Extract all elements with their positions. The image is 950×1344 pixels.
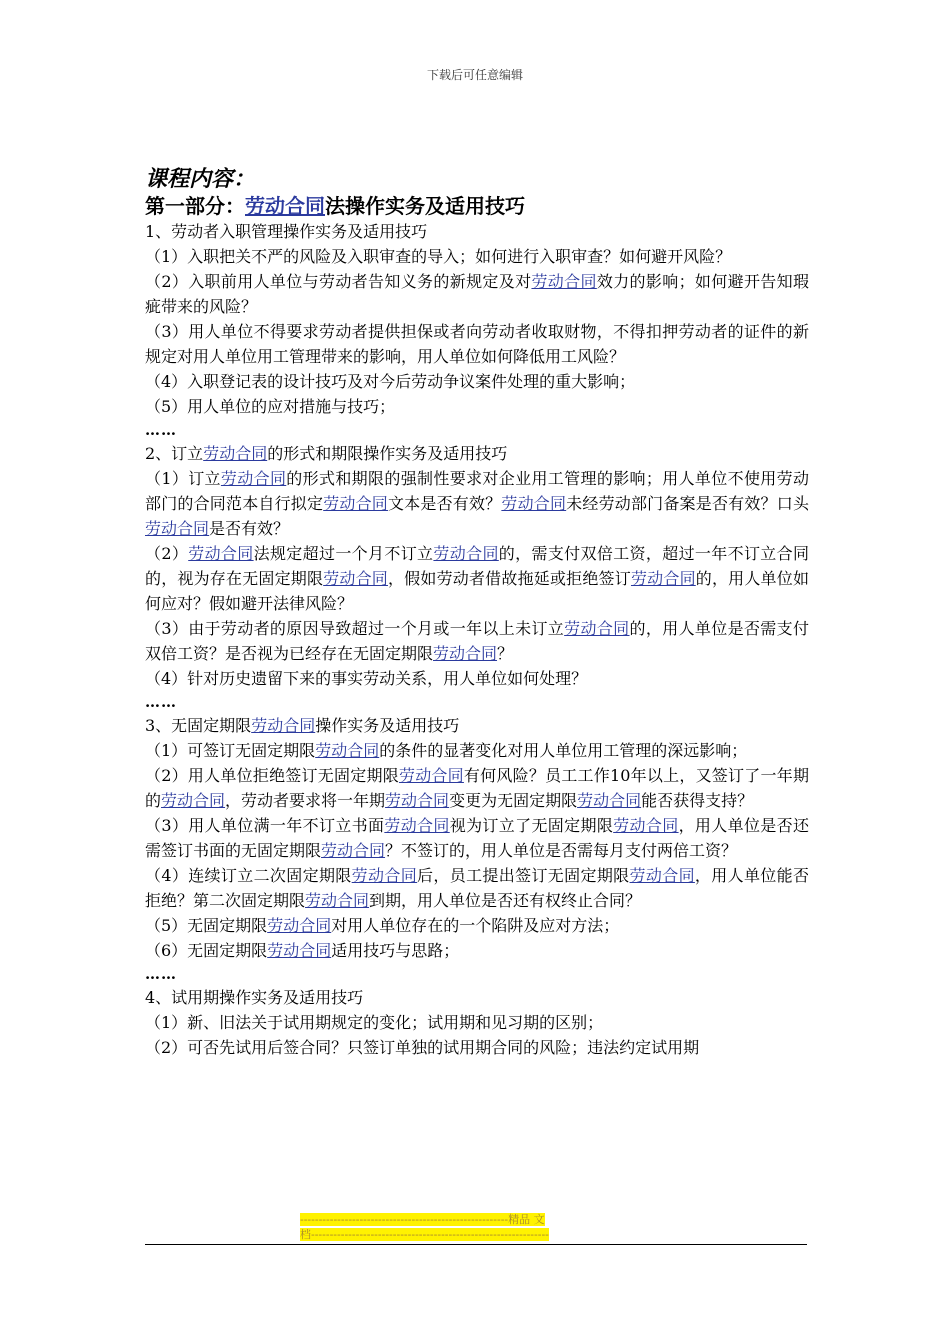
ellipsis: …… <box>145 693 177 711</box>
footer-line-2 <box>300 1227 650 1242</box>
footer-watermark <box>300 1212 650 1242</box>
section1-item-3: （3）用人单位不得要求劳动者提供担保或者向劳动者收取财物，不得扣押劳动者的证件的新规定对用人单位用工管理带来的影响，用人单位如何降低用工风险？ <box>145 322 809 366</box>
contract-link[interactable]: 劳动合同 <box>531 272 597 291</box>
page-header: 下载后可任意编辑 <box>426 68 523 82</box>
contract-link[interactable]: 劳动合同 <box>305 891 370 910</box>
text-run: 的，需支付双倍工资，超过一年不订立合同的，视为存在无固定期限 <box>145 544 809 588</box>
contract-link[interactable]: 劳动合同 <box>267 916 332 935</box>
footer-line-1 <box>300 1212 650 1227</box>
text-run: 对用人单位存在的一个陷阱及应对方法； <box>331 916 620 935</box>
section1-item-1: （1）入职把关不严的风险及入职审查的导入；如何进行入职审查？如何避开风险？ <box>145 247 732 266</box>
contract-link[interactable]: 劳动合同 <box>613 816 679 835</box>
contract-link[interactable]: 劳动合同 <box>384 816 450 835</box>
section3-item-2 <box>145 763 809 813</box>
contract-link[interactable]: 劳动合同 <box>251 716 316 735</box>
text-run: 的形式和期限的强制性要求对企业用工管理的影响；用人单位不使用劳动部门的合同范本自行拟定 <box>145 469 809 513</box>
ellipsis: …… <box>145 421 177 439</box>
text-run: 的，用人单位是否需支付双倍工资？是否视为已经存在无固定期限 <box>145 619 809 663</box>
section2-item-2 <box>145 541 809 616</box>
text-run: 适用技巧与思路； <box>331 941 460 960</box>
contract-link[interactable]: 劳动合同 <box>161 791 226 810</box>
text-run: ？ <box>497 644 514 663</box>
contract-link[interactable]: 劳动合同 <box>145 519 210 538</box>
section1-item-2 <box>145 269 809 319</box>
contract-link[interactable]: 劳动合同 <box>220 469 287 488</box>
contract-link[interactable]: 劳动合同 <box>323 569 388 588</box>
section1-item-4: （4）入职登记表的设计技巧及对今后劳动争议案件处理的重大影响； <box>145 372 636 391</box>
contract-link[interactable]: 劳动合同 <box>398 766 464 785</box>
section2-item-1 <box>145 466 809 541</box>
text-run: 3、无固定期限 <box>145 716 252 735</box>
contract-link[interactable]: 劳动合同 <box>501 494 567 513</box>
text-run: 是否有效？ <box>209 519 290 538</box>
section4-item-1: （1）新、旧法关于试用期规定的变化；试用期和见习期的区别； <box>145 1013 604 1032</box>
text-run: （3）用人单位满一年不订立书面 <box>145 816 385 835</box>
contract-link[interactable]: 劳动合同 <box>245 194 325 218</box>
contract-link[interactable]: 劳动合同 <box>433 544 499 563</box>
text-run: 文本是否有效？ <box>387 494 502 513</box>
text-run: （2）用人单位拒绝签订无固定期限 <box>145 766 399 785</box>
text-run: （4）连续订立二次固定期限 <box>145 866 352 885</box>
section2-item-4: （4）针对历史遗留下来的事实劳动关系，用人单位如何处理？ <box>145 669 588 688</box>
section3-item-3 <box>145 813 809 863</box>
section1-item-5: （5）用人单位的应对措施与技巧； <box>145 397 396 416</box>
text-run: （1）订立 <box>145 469 221 488</box>
footer-text: 档---------------------------------------------------------------- <box>300 1228 549 1241</box>
text-run: 能否获得支持？ <box>641 791 754 810</box>
footer-divider <box>145 1244 807 1245</box>
text-run: （2）入职前用人单位与劳动者告知义务的新规定及对 <box>145 272 532 291</box>
text-run: 有何风险？员工工作10年以上，又签订了一年期的 <box>145 766 809 810</box>
text-run: ，用人单位能否拒绝？第二次固定期限 <box>145 866 809 910</box>
contract-link[interactable]: 劳动合同 <box>315 741 380 760</box>
footer-text: --------------------------------------------------------精品 文 <box>300 1213 545 1226</box>
text-run: 后，员工提出签订无固定期限 <box>417 866 630 885</box>
text-run: （3）由于劳动者的原因导致超过一个月或一年以上未订立 <box>145 619 565 638</box>
text-run: ，劳动者要求将一年期 <box>225 791 386 810</box>
text-run: （2） <box>145 544 189 563</box>
document-body <box>145 165 809 1060</box>
text-run: （6）无固定期限 <box>145 941 268 960</box>
section3-item-6 <box>145 938 809 963</box>
section2-heading <box>145 441 809 466</box>
text-run: 的条件的显著变化对用人单位用工管理的深远影响； <box>379 741 748 760</box>
text-run: ，用人单位是否还需签订书面的无固定期限 <box>145 816 809 860</box>
text-run: （5）无固定期限 <box>145 916 268 935</box>
contract-link[interactable]: 劳动合同 <box>351 866 418 885</box>
text-run: 操作实务及适用技巧 <box>315 716 460 735</box>
text-run: 视为订立了无固定期限 <box>449 816 614 835</box>
section3-item-5 <box>145 913 809 938</box>
text-run: ，假如劳动者借故拖延或拒绝签订 <box>387 569 631 588</box>
contract-link[interactable]: 劳动合同 <box>577 791 642 810</box>
contract-link[interactable]: 劳动合同 <box>323 494 388 513</box>
contract-link[interactable]: 劳动合同 <box>433 644 498 663</box>
section2-item-3 <box>145 616 809 666</box>
text-run: （1）可签订无固定期限 <box>145 741 316 760</box>
part-title <box>145 193 809 219</box>
course-title: 课程内容： <box>145 166 256 192</box>
contract-link[interactable]: 劳动合同 <box>629 866 695 885</box>
contract-link[interactable]: 劳动合同 <box>203 444 268 463</box>
section3-item-4 <box>145 863 809 913</box>
ellipsis: …… <box>145 965 177 983</box>
contract-link[interactable]: 劳动合同 <box>321 841 386 860</box>
contract-link[interactable]: 劳动合同 <box>385 791 450 810</box>
text-run: 的形式和期限操作实务及适用技巧 <box>267 444 508 463</box>
text-run: 的，用人单位如何应对？假如避开法律风险？ <box>145 569 809 613</box>
contract-link[interactable]: 劳动合同 <box>564 619 630 638</box>
text-run: 未经劳动部门备案是否有效？口头 <box>566 494 809 513</box>
part-prefix: 第一部分： <box>145 194 245 218</box>
contract-link[interactable]: 劳动合同 <box>267 941 332 960</box>
section3-item-1 <box>145 738 809 763</box>
text-run: ？不签订的，用人单位是否需每月支付两倍工资？ <box>385 841 738 860</box>
text-run: 效力的影响；如何避开告知瑕疵带来的风险？ <box>145 272 809 316</box>
part-suffix: 法操作实务及适用技巧 <box>325 194 525 218</box>
text-run: 2、订立 <box>145 444 204 463</box>
contract-link[interactable]: 劳动合同 <box>188 544 254 563</box>
section4-heading: 4、试用期操作实务及适用技巧 <box>145 988 364 1007</box>
text-run: 变更为无固定期限 <box>449 791 578 810</box>
text-run: 法规定超过一个月不订立 <box>253 544 434 563</box>
contract-link[interactable]: 劳动合同 <box>630 569 696 588</box>
section4-item-2: （2）可否先试用后签合同？只签订单独的试用期合同的风险；违法约定试用期 <box>145 1038 700 1057</box>
text-run: 到期，用人单位是否还有权终止合同？ <box>369 891 642 910</box>
section1-heading: 1、劳动者入职管理操作实务及适用技巧 <box>145 222 428 241</box>
section3-heading <box>145 713 809 738</box>
